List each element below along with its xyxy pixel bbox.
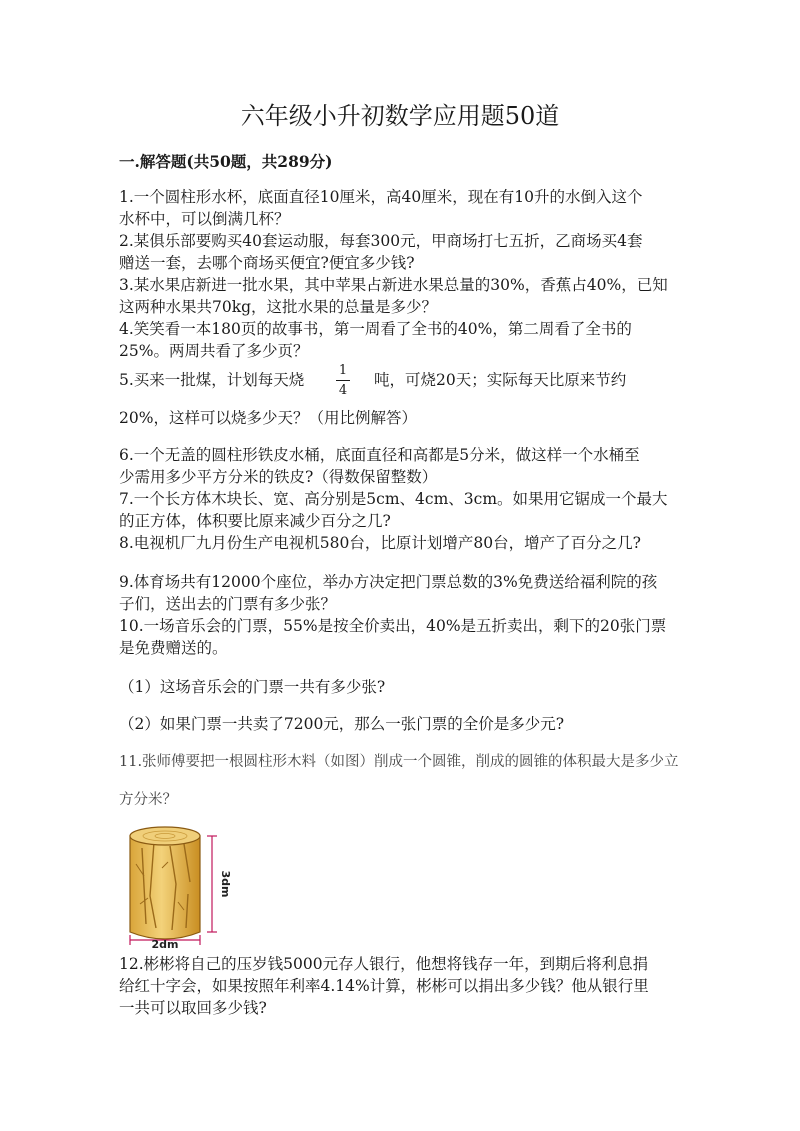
question-4-line-2: 25%。两周共看了多少页？ <box>119 342 309 360</box>
question-2-line-1: 2.某俱乐部要购买40套运动服，每套300元，甲商场打七五折，乙商场买4套 <box>119 232 643 250</box>
wood-log-figure <box>124 824 234 948</box>
question-3-line-2: 这两种水果共70kg，这批水果的总量是多少？ <box>119 298 438 316</box>
question-11-line-2: 方分米？ <box>119 792 177 808</box>
question-5-line-1-prefix: 5.买来一批煤，计划每天烧 <box>119 371 305 389</box>
question-11-line-1: 11.张师傅要把一根圆柱形木料（如图）削成一个圆锥，削成的圆锥的体积最大是多少立 <box>119 754 679 770</box>
fraction-bar <box>336 380 350 381</box>
question-5-line-1-suffix: 吨，可烧20天；实际每天比原来节约 <box>374 371 627 389</box>
question-10-part-1: （1）这场音乐会的门票一共有多少张? <box>119 678 386 696</box>
question-12-line-2: 给红十字会，如果按照年利率4.14%计算，彬彬可以捐出多少钱？他从银行里 <box>119 977 649 995</box>
fraction-denominator: 4 <box>338 383 348 398</box>
question-10-part-2: （2）如果门票一共卖了7200元，那么一张门票的全价是多少元? <box>119 715 565 733</box>
question-1-line-2: 水杯中，可以倒满几杯？ <box>119 210 290 228</box>
question-3-line-1: 3.某水果店新进一批水果，其中苹果占新进水果总量的30%，香蕉占40%，已知 <box>119 276 668 294</box>
question-9-line-1: 9.体育场共有12000个座位，举办方决定把门票总数的3%免费送给福利院的孩 <box>119 573 658 591</box>
page-title: 六年级小升初数学应用题50道 <box>240 102 560 130</box>
question-1-line-1: 1.一个圆柱形水杯，底面直径10厘米，高40厘米，现在有10升的水倒入这个 <box>119 188 643 206</box>
log-top-face <box>130 827 200 845</box>
question-9-line-2: 子们，送出去的门票有多少张？ <box>119 595 337 613</box>
question-8-line-1: 8.电视机厂九月份生产电视机580台，比原计划增产80台，增产了百分之几? <box>119 534 641 552</box>
question-7-line-1: 7.一个长方体木块长、宽、高分别是5cm、4cm、3cm。如果用它锯成一个最大 <box>119 490 668 508</box>
question-4-line-1: 4.笑笑看一本180页的故事书，第一周看了全书的40%，第二周看了全书的 <box>119 320 632 338</box>
question-2-line-2: 赠送一套，去哪个商场买便宜?便宜多少钱? <box>119 254 415 272</box>
height-dimension <box>207 836 232 932</box>
section-heading: 一.解答题(共50题，共289分) <box>119 152 333 171</box>
height-label: 3dm <box>219 870 232 898</box>
question-6-line-2: 少需用多少平方分米的铁皮?（得数保留整数） <box>119 468 438 486</box>
question-7-line-2: 的正方体，体积要比原来减少百分之几? <box>119 512 391 530</box>
question-5-line-2: 20%，这样可以烧多少天？（用比例解答） <box>119 409 417 427</box>
question-10-line-2: 是免费赠送的。 <box>119 639 228 657</box>
question-5-fraction <box>336 363 350 398</box>
question-12-line-3: 一共可以取回多少钱? <box>119 999 267 1017</box>
question-12-line-1: 12.彬彬将自己的压岁钱5000元存人银行，他想将钱存一年，到期后将利息捐 <box>119 955 649 973</box>
log-body <box>130 836 200 939</box>
question-6-line-1: 6.一个无盖的圆柱形铁皮水桶，底面直径和高都是5分米，做这样一个水桶至 <box>119 446 640 464</box>
fraction-numerator: 1 <box>338 363 348 378</box>
question-10-line-1: 10.一场音乐会的门票，55%是按全价卖出，40%是五折卖出，剩下的20张门票 <box>119 617 667 635</box>
diameter-label: 2dm <box>151 938 179 948</box>
